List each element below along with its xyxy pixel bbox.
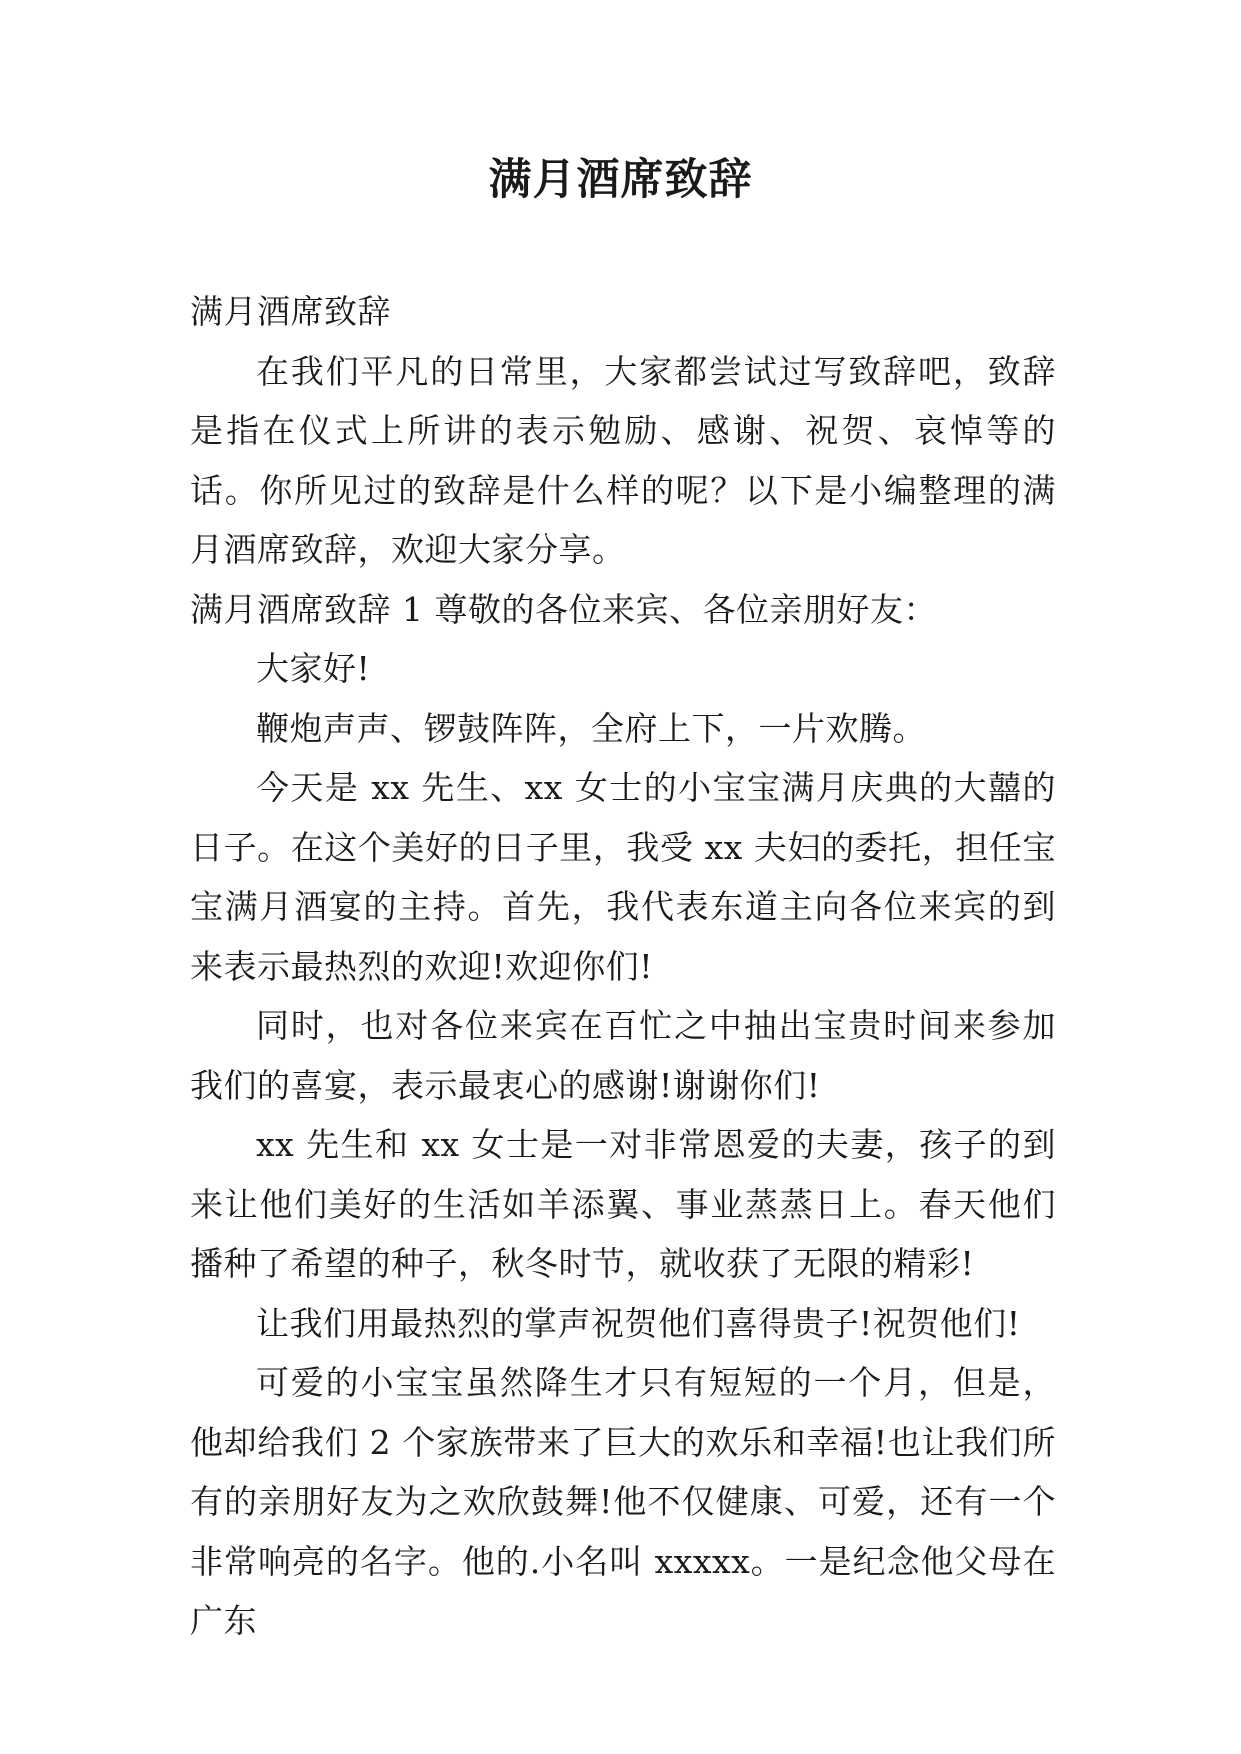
paragraph: 鞭炮声声、锣鼓阵阵，全府上下，一片欢腾。	[256, 708, 926, 748]
paragraph: 今天是 xx 先生、xx 女士的小宝宝满月庆典的大囍的日子。在这个美好的日子里，我受 xx 夫妇的委托，担任宝宝满月酒宴的主持。首先，我代表东道主向各位来宾的到来表示最热烈的欢迎!欢迎你们!	[190, 768, 1056, 986]
paragraph-subtitle: 满月酒席致辞	[190, 292, 391, 331]
paragraph: 让我们用最热烈的掌声祝贺他们喜得贵子!祝贺他们!	[256, 1303, 1021, 1343]
document-title: 满月酒席致辞	[488, 155, 753, 205]
paragraph-speech-heading: 满月酒席致辞 1 尊敬的各位来宾、各位亲朋好友：	[190, 589, 937, 629]
document-body	[190, 282, 1056, 1651]
paragraph-intro: 在我们平凡的日常里，大家都尝试过写致辞吧，致辞是指在仪式上所讲的表示勉励、感谢、祝贺、哀悼等的话。你所见过的致辞是什么样的呢？以下是小编整理的满月酒席致辞，欢迎大家分享。	[190, 351, 1056, 569]
paragraph-greeting: 大家好!	[256, 649, 371, 688]
paragraph: 同时，也对各位来宾在百忙之中抽出宝贵时间来参加我们的喜宴，表示最衷心的感谢!谢谢你们!	[190, 1006, 1056, 1105]
paragraph: xx 先生和 xx 女士是一对非常恩爱的夫妻，孩子的到来让他们美好的生活如羊添翼、事业蒸蒸日上。春天他们播种了希望的种子，秋冬时节，就收获了无限的精彩!	[190, 1125, 1056, 1283]
paragraph: 可爱的小宝宝虽然降生才只有短短的一个月，但是，他却给我们 2 个家族带来了巨大的欢乐和幸福!也让我们所有的亲朋好友为之欢欣鼓舞!他不仅健康、可爱，还有一个非常响亮的名字。他的.小名叫 xxxxx。一是纪念他父母在广东	[190, 1363, 1056, 1640]
